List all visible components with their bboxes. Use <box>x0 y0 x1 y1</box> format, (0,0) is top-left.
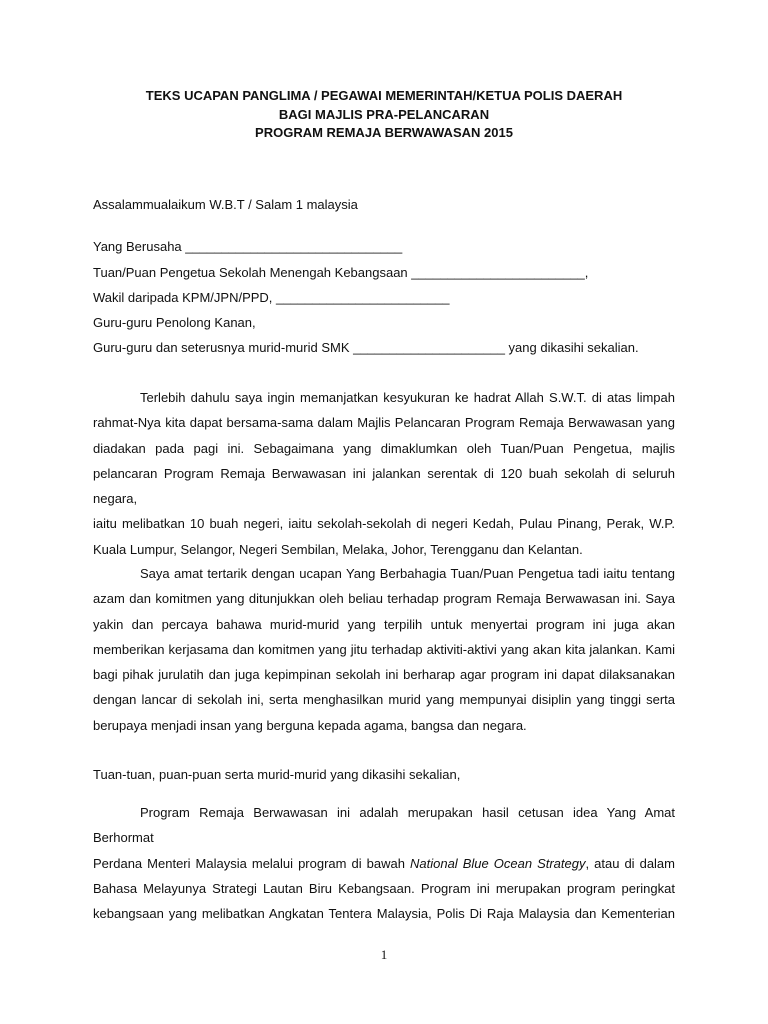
paragraph-2-line-2: azam dan komitmen yang ditunjukkan oleh beliau terhadap program Remaja Berwawasan ini. Saya <box>93 591 675 607</box>
address-line-3: Wakil daripada KPM/JPN/PPD, ________________________ <box>93 290 450 305</box>
address-line-1: Yang Berusaha ______________________________ <box>93 239 403 254</box>
paragraph-3-line-1: Program Remaja Berwawasan ini adalah merupakan hasil cetusan idea Yang Amat Berhormat <box>93 805 675 846</box>
paragraph-3 <box>93 800 675 926</box>
paragraph-2-line-1: Saya amat tertarik dengan ucapan Yang Berbahagia Tuan/Puan Pengetua tadi iaitu tentang <box>140 566 675 581</box>
paragraph-1-line-3: diadakan pada pagi ini. Sebagaimana yang dimaklumkan oleh Tuan/Puan Pengetua, majlis <box>93 440 675 456</box>
address-line-4: Guru-guru Penolong Kanan, <box>93 315 256 330</box>
address-line-2: Tuan/Puan Pengetua Sekolah Menengah Kebangsaan ________________________, <box>93 265 589 280</box>
title-line-3: PROGRAM REMAJA BERWAWASAN 2015 <box>255 125 513 140</box>
paragraph-3-line-2: Perdana Menteri Malaysia melalui program di bawah National Blue Ocean Strategy, atau di dalam <box>93 855 675 871</box>
paragraph-1-line-4: pelancaran Program Remaja Berwawasan ini jalankan serentak di 120 buah sekolah di seluruh negara, <box>93 465 675 507</box>
title-line-1: TEKS UCAPAN PANGLIMA / PEGAWAI MEMERINTAH/KETUA POLIS DAERAH <box>145 88 623 103</box>
document-title <box>0 87 768 143</box>
paragraph-2-line-5: bagi pihak jurulatih dan juga kepimpinan sekolah ini berharap agar program ini dapat dilaksanakan <box>93 667 675 683</box>
paragraph-1-line-6: Kuala Lumpur, Selangor, Negeri Sembilan, Melaka, Johor, Terengganu dan Kelantan. <box>93 541 583 557</box>
address-line-5: Guru-guru dan seterusnya murid-murid SMK _____________________ yang dikasihi sekalian. <box>93 340 639 355</box>
paragraph-2-line-4: memberikan kerjasama dan komitmen yang jitu terhadap aktiviti-aktivi yang akan kita jalankan. Kami <box>93 641 675 657</box>
strategy-name-italic: National Blue Ocean Strategy <box>409 855 586 871</box>
paragraph-1-line-5: iaitu melibatkan 10 buah negeri, iaitu sekolah-sekolah di negeri Kedah, Pulau Pinang, Perak, W.P. <box>93 516 675 532</box>
title-line-2: BAGI MAJLIS PRA-PELANCARAN <box>278 106 490 122</box>
paragraph-2-line-7: berupaya menjadi insan yang berguna kepada agama, bangsa dan negara. <box>93 717 527 733</box>
paragraph-1 <box>93 385 675 562</box>
paragraph-2-line-6: dengan lancar di sekolah ini, serta menghasilkan murid yang mempunyai disiplin yang tinggi serta <box>93 692 675 708</box>
greeting: Assalammualaikum W.B.T / Salam 1 malaysia <box>93 197 358 212</box>
paragraph-2 <box>93 561 675 738</box>
paragraph-3-line-4: kebangsaan yang melibatkan Angkatan Tentera Malaysia, Polis Di Raja Malaysia dan Kementerian <box>93 906 675 922</box>
paragraph-1-line-2: rahmat-Nya kita dapat bersama-sama dalam Majlis Pelancaran Program Remaja Berwawasan yang <box>93 415 675 431</box>
paragraph-3-line-3: Bahasa Melayunya Strategi Lautan Biru Kebangsaan. Program ini merupakan program peringkat <box>93 880 675 896</box>
page-number: 1 <box>380 947 388 962</box>
salutation: Tuan-tuan, puan-puan serta murid-murid yang dikasihi sekalian, <box>93 767 461 782</box>
paragraph-2-line-3: yakin dan percaya bahawa murid-murid yang terpilih untuk menyertai program ini juga akan <box>93 616 675 632</box>
paragraph-1-line-1: Terlebih dahulu saya ingin memanjatkan kesyukuran ke hadrat Allah S.W.T. di atas limpah <box>140 390 675 405</box>
